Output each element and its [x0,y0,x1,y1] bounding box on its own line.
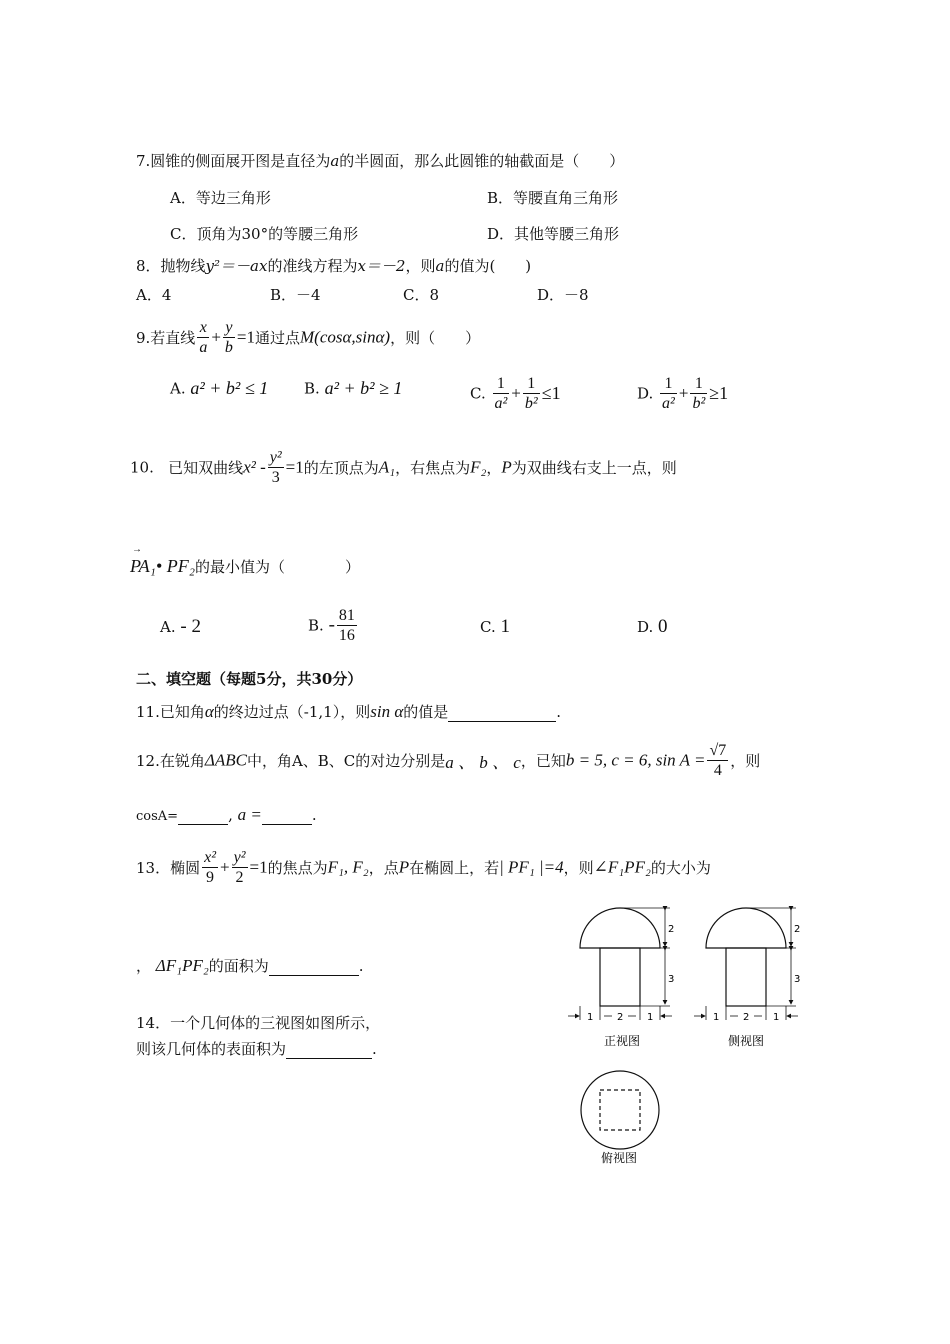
dim-label: 3 [794,974,801,985]
q13-stem: 13．椭圆 $\frac{\text{x²}}{9}$ + $\frac{\text{y²}}{2}$ =1的焦点为F₁, F₂，点P在椭圆上，若| PF₁ |=4，则∠F₁PF₂的大小为 [136,849,711,886]
fraction-x-over-a: $\frac{x}{a}$ [199,319,208,356]
dim-label: 1 [773,1012,780,1023]
fraction-sqrt7-over-4: $\frac{√7}{4}$ [709,742,727,779]
q7-stem: 7.圆锥的侧面展开图是直径为a的半圆面，那么此圆锥的轴截面是（ ） [136,152,625,170]
q10-option-c: C. 1 [480,616,510,637]
q7-option-c: C．顶角为30°的等腰三角形 [170,225,359,243]
q14-line-1: 14．一个几何体的三视图如图所示， [136,1014,381,1032]
q8-option-a: A．4 [136,286,172,304]
q7-option-a: A．等边三角形 [170,189,271,207]
q10-stem: 10. 已知双曲线x² - $\frac{\text{y²}}{3}$ =1的左顶点为A₁，右焦点为F₂，P为双曲线右支上一点，则 [130,449,677,486]
three-view-figure [560,900,820,1170]
side-view [694,908,801,1020]
q8-option-b: B．－4 [270,286,321,304]
answer-blank-surface[interactable] [286,1040,372,1059]
dim-label: 1 [713,1012,720,1023]
answer-blank-a[interactable] [262,806,312,825]
answer-blank[interactable] [448,703,556,722]
q8-stem: 8．抛物线y²＝－ax的准线方程为x＝－2，则a的值为( ) [136,257,532,275]
q9-option-a: A. a² + b² ≤ 1 [170,378,269,398]
q8-option-d: D．－8 [537,286,589,304]
q12-answers: cosA= , a = . [136,805,317,824]
q7-option-d: D．其他等腰三角形 [487,225,620,243]
q10-stem-continued: → PA₁• PF₂的最小值为（ ） [130,556,360,577]
dim-label: 2 [617,1012,624,1023]
q10-option-a: A. - 2 [160,616,201,637]
side-view-label: 侧视图 [728,1034,765,1048]
section-heading: 二、填空题（每题5分，共30分） [136,670,363,688]
q12-stem: 12.在锐角ΔABC中，角A、B、C的对边分别是a 、 b 、 c，已知b = 5, c = 6, sin A = $\frac{√7}{4}$ ，则 [136,742,761,779]
q9-option-b: B. a² + b² ≥ 1 [304,378,403,398]
fraction-y2-over-3: $\frac{\text{y²}}{3}$ [269,449,282,486]
q9-stem: 9.若直线 $\frac{x}{a}$ + $\frac{y}{b}$ =1通过点M(cosα,sinα)，则（ ） [136,319,481,356]
q10-option-b: B. - $\frac{81}{16}$ [308,607,355,644]
q7-option-b: B．等腰直角三角形 [487,189,619,207]
front-view-label: 正视图 [604,1034,641,1048]
dim-label: 2 [743,1012,750,1023]
answer-blank-cosA[interactable] [178,806,228,825]
fraction-y-over-b: $\frac{y}{b}$ [224,319,233,356]
q13-stem-continued: ， ΔF₁PF₂的面积为 . [136,956,364,975]
q14-line-2: 则该几何体的表面积为 . [136,1040,377,1058]
var-a: a [330,152,340,170]
dim-label: 2 [794,924,801,935]
q10-option-d: D. 0 [637,616,668,637]
dim-label: 1 [647,1012,654,1023]
answer-blank-area[interactable] [269,957,359,976]
q9-option-c: C. $\frac{1}{\text{a²}}$ + $\frac{1}{\text{b²}}$ ≤1 [470,375,561,412]
top-view [581,1071,659,1149]
front-view [568,908,675,1020]
dim-label: 3 [668,974,675,985]
dim-label: 1 [587,1012,594,1023]
top-view-label: 俯视图 [601,1151,638,1165]
vector-dot-product: → PA₁• PF₂ [130,556,195,577]
dim-label: 2 [668,924,675,935]
q9-option-d: D. $\frac{1}{\text{a²}}$ + $\frac{1}{\text{b²}}$ ≥1 [637,375,729,412]
q11-stem: 11.已知角α的终边过点（-1,1），则sin α的值是 . [136,702,562,721]
q8-option-c: C．8 [403,286,440,304]
